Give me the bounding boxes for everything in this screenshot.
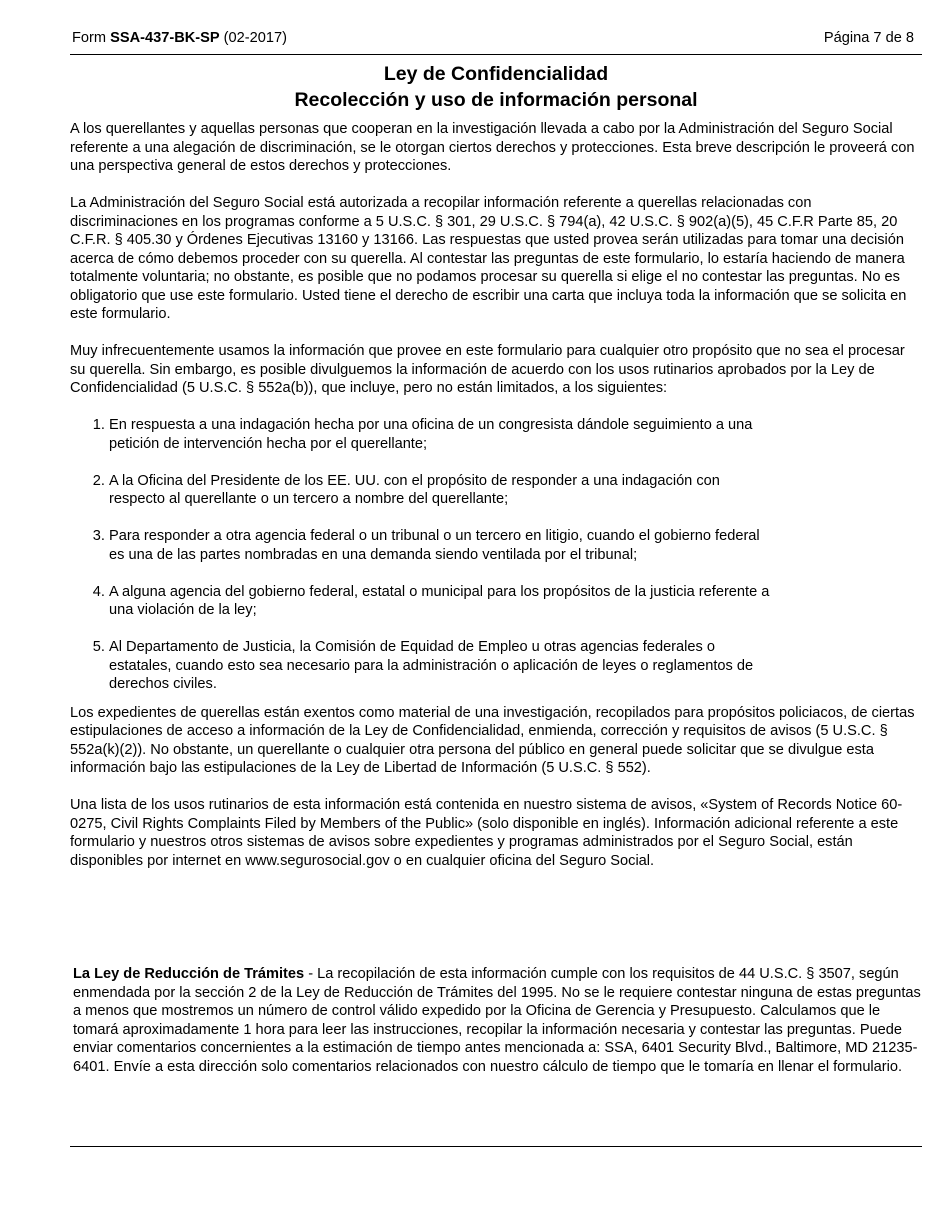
page-header [72,29,914,49]
footer-divider [70,1146,922,1147]
routine-uses-intro-paragraph: Muy infrecuentemente usamos la información que provee en este formulario para cualquier otro propósito que no sea el procesar su querella. Sin embargo, es posible divulguemos la información de acuerdo con los usos rutinarios aprobados por la Ley de Confidencialidad (5 U.S.C. § 552a(b)), que incluye, pero no están limitados, a los siguientes: [70,343,905,396]
title-line-2: Recolección y uso de información personal [294,89,698,111]
paperwork-text: - La recopilación de esta información cumple con los requisitos de 44 U.S.C. § 3507, según enmendada por la sección 2 de la Ley de Reducción de Trámites del 1995. No se le requiere contestar ninguna de estas preguntas a menos que mostremos un número de control válido expedido por la Oficina de Gerencia y Presupuesto. Calculamos que le tomará aproximadamente 1 hora para leer las instrucciones, recopilar la información necesaria y contestar las preguntas. Puede enviar comentarios concernientes a la estimación de tiempo antes mencionada a: SSA, 6401 Security Blvd., Baltimore, MD 21235-6401. Envíe a esta dirección solo comentarios relacionados con nuestro cálculo de tiempo que le tomaría en llenar el formulario. [73,966,921,1075]
paperwork-heading: La Ley de Reducción de Trámites [73,966,305,982]
page-title [70,61,922,113]
form-prefix: Form [72,30,107,46]
form-date: (02-2017) [223,30,287,46]
form-identifier [72,29,287,47]
authority-paragraph: La Administración del Seguro Social está autorizada a recopilar información referente a querellas relacionadas con discriminaciones en los programas conforme a 5 U.S.C. § 301, 29 U.S.C. § 794(a), 42 U.S.C. § 902(a)(5), 45 C.F.R Parte 85, 20 C.F.R. § 405.30 y Órdenes Ejecutivas 13160 y 13166. Las respuestas que usted provea serán utilizadas para tomar una decisión acerca de cómo debemos proceder con su querella. Al contestar las preguntas de este formulario, lo estaría haciendo de manera totalmente voluntaria; no obstante, es posible que no podamos procesar su querella si elige el no contestar las preguntas. No es obligatorio que use este formulario. Usted tiene el derecho de escribir una carta que incluya toda la información que se solicita en este formulario. [70,195,907,322]
page-number: Página 7 de 8 [823,30,914,46]
paperwork-reduction-act-notice [73,965,922,1076]
title-line-1: Ley de Confidencialidad [383,63,609,85]
system-notice-paragraph: Una lista de los usos rutinarios de esta información está contenida en nuestro sistema de avisos, «System of Records Notice 60-0275, Civil Rights Complaints Filed by Members of the Public» (solo disponible en inglés). Información adicional referente a este formulario y nuestros otros sistemas de avisos sobre expedientes y programas administrados por el Seguro Social, están disponibles por internet en www.segurosocial.gov o en cualquier oficina del Seguro Social. [70,797,903,869]
list-item: 2. A la Oficina del Presidente de los EE. UU. con el propósito de responder a una indagación con respecto al querellante o un tercero a nombre del querellante; [109,472,775,509]
intro-paragraph: A los querellantes y aquellas personas que cooperan en la investigación llevada a cabo por la Administración del Seguro Social referente a una alegación de discriminación, se le otorgan ciertos derechos y protecciones. Esta breve descripción le proveerá con una perspectiva general de estos derechos y protecciones. [70,121,915,174]
privacy-act-body [70,120,922,889]
list-item: 5. Al Departamento de Justicia, la Comisión de Equidad de Empleo u otras agencias federales o estatales, cuando esto sea necesario para la administración o aplicación de leyes o reglamentos de derechos civiles. [109,638,775,694]
list-item: 4. A alguna agencia del gobierno federal, estatal o municipal para los propósitos de la justicia referente a una violación de la ley; [109,583,775,620]
routine-uses-list [70,416,775,694]
exemption-paragraph: Los expedientes de querellas están exentos como material de una investigación, recopilados para propósitos policiacos, de ciertas estipulaciones de acceso a información de la Ley de Confidencialidad, enmienda, corrección y requisitos de avisos (5 U.S.C. § 552a(k)(2)). No obstante, un querellante o cualquier otra persona del público en general puede solicitar que se divulgue esta información bajo las estipulaciones de la Ley de Libertad de Información (5 U.S.C. § 552). [70,704,915,776]
form-number: SSA-437-BK-SP [110,30,220,46]
header-divider [70,54,922,55]
list-item: 3. Para responder a otra agencia federal o un tribunal o un tercero en litigio, cuando el gobierno federal es una de las partes nombradas en una demanda siendo ventilada por el tribunal; [109,527,775,564]
list-item: 1. En respuesta a una indagación hecha por una oficina de un congresista dándole seguimiento a una petición de intervención hecha por el querellante; [109,416,775,453]
